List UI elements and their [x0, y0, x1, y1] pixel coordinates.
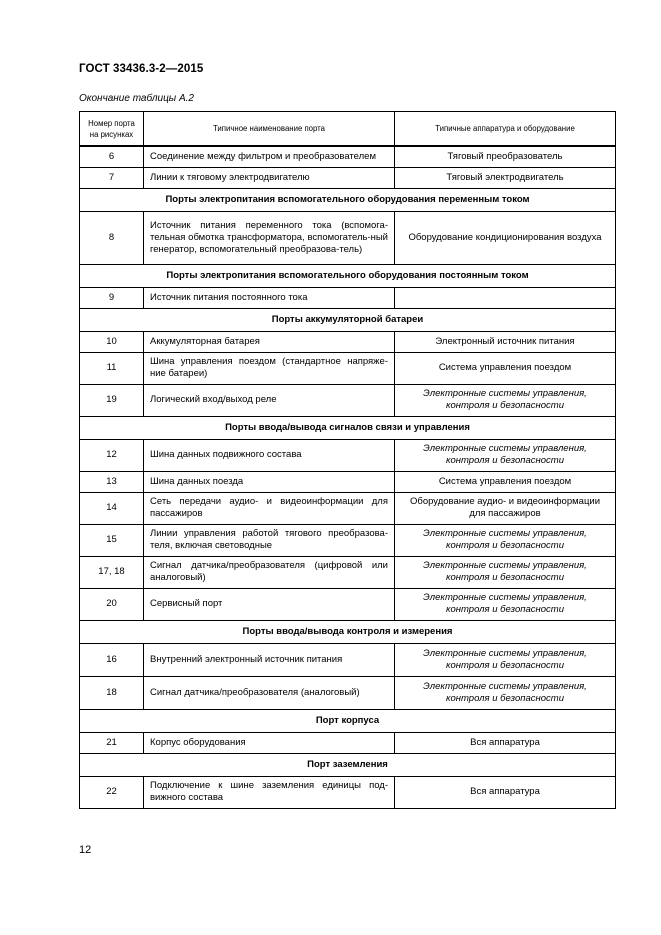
port-number-cell: 14	[80, 492, 144, 524]
table-row	[80, 211, 616, 264]
section-title: Порты электропитания вспомогательного оборудования переменным током	[80, 188, 616, 211]
port-name-cell: Логический вход/выход реле	[144, 384, 395, 416]
port-number-cell: 17, 18	[80, 556, 144, 588]
table-row	[80, 732, 616, 753]
port-number-cell: 7	[80, 167, 144, 188]
section-title: Порты электропитания вспомогательного оборудования постоянным током	[80, 264, 616, 287]
ports-table	[79, 111, 616, 809]
equipment-cell	[395, 287, 616, 308]
table-section-row	[80, 188, 616, 211]
column-header-port-number: Номер порта на рисунках	[80, 112, 144, 147]
page-number: 12	[79, 844, 92, 856]
equipment-cell: Электронный источник питания	[395, 331, 616, 352]
equipment-cell: Электронные системы управления, контроля и безопасности	[395, 676, 616, 709]
table-section-row	[80, 416, 616, 439]
equipment-cell: Электронные системы управления, контроля и безопасности	[395, 588, 616, 620]
port-number-cell: 21	[80, 732, 144, 753]
table-header-row	[80, 112, 616, 147]
equipment-cell: Тяговый электродвигатель	[395, 167, 616, 188]
equipment-cell: Оборудование кондиционирования воздуха	[395, 211, 616, 264]
port-number-cell: 13	[80, 471, 144, 492]
table-row	[80, 384, 616, 416]
equipment-cell: Электронные системы управления, контроля и безопасности	[395, 524, 616, 556]
port-number-cell: 9	[80, 287, 144, 308]
table-row	[80, 471, 616, 492]
port-name-cell: Сервисный порт	[144, 588, 395, 620]
port-number-cell: 15	[80, 524, 144, 556]
equipment-cell: Оборудование аудио- и видеоинформации для пассажиров	[395, 492, 616, 524]
port-number-cell: 20	[80, 588, 144, 620]
port-name-cell: Сеть передачи аудио- и видеоинформации для пассажиров	[144, 492, 395, 524]
table-section-row	[80, 753, 616, 776]
table-row	[80, 352, 616, 384]
table-row	[80, 167, 616, 188]
equipment-cell: Вся аппаратура	[395, 732, 616, 753]
port-name-cell: Сигнал датчика/преобразователя (цифровой или аналоговый)	[144, 556, 395, 588]
table-row	[80, 643, 616, 676]
section-title: Порты аккумуляторной батареи	[80, 308, 616, 331]
port-name-cell: Источник питания постоянного тока	[144, 287, 395, 308]
equipment-cell: Система управления поездом	[395, 471, 616, 492]
column-header-equipment: Типичные аппаратура и оборудование	[395, 112, 616, 147]
table-row	[80, 676, 616, 709]
port-number-cell: 8	[80, 211, 144, 264]
table-row	[80, 776, 616, 808]
port-name-cell: Линии к тяговому электродвигателю	[144, 167, 395, 188]
port-name-cell: Источник питания переменного тока (вспомога-тельная обмотка трансформатора, вспомогатель-ный генератор, вспомогательный преобразова-тель)	[144, 211, 395, 264]
port-number-cell: 18	[80, 676, 144, 709]
table-section-row	[80, 264, 616, 287]
port-number-cell: 11	[80, 352, 144, 384]
port-name-cell: Шина данных подвижного состава	[144, 439, 395, 471]
port-name-cell: Аккумуляторная батарея	[144, 331, 395, 352]
document-title: ГОСТ 33436.3-2—2015	[79, 63, 204, 75]
table-row	[80, 556, 616, 588]
port-number-cell: 6	[80, 146, 144, 167]
equipment-cell: Электронные системы управления, контроля и безопасности	[395, 556, 616, 588]
port-name-cell: Корпус оборудования	[144, 732, 395, 753]
table-row	[80, 524, 616, 556]
equipment-cell: Электронные системы управления, контроля и безопасности	[395, 439, 616, 471]
table-row	[80, 331, 616, 352]
port-name-cell: Шина данных поезда	[144, 471, 395, 492]
section-title: Порт заземления	[80, 753, 616, 776]
port-number-cell: 12	[80, 439, 144, 471]
table-row	[80, 439, 616, 471]
port-number-cell: 19	[80, 384, 144, 416]
port-name-cell: Шина управления поездом (стандартное напряже-ние батареи)	[144, 352, 395, 384]
table-section-row	[80, 709, 616, 732]
table-caption: Окончание таблицы А.2	[79, 93, 194, 104]
column-header-port-name: Типичное наименование порта	[144, 112, 395, 147]
equipment-cell: Система управления поездом	[395, 352, 616, 384]
table-body	[80, 146, 616, 808]
table-row	[80, 146, 616, 167]
table-section-row	[80, 308, 616, 331]
port-name-cell: Соединение между фильтром и преобразователем	[144, 146, 395, 167]
table-row	[80, 492, 616, 524]
equipment-cell: Тяговый преобразователь	[395, 146, 616, 167]
port-name-cell: Внутренний электронный источник питания	[144, 643, 395, 676]
section-title: Порты ввода/вывода сигналов связи и управления	[80, 416, 616, 439]
table-row	[80, 287, 616, 308]
equipment-cell: Вся аппаратура	[395, 776, 616, 808]
port-number-cell: 16	[80, 643, 144, 676]
port-number-cell: 10	[80, 331, 144, 352]
section-title: Порты ввода/вывода контроля и измерения	[80, 620, 616, 643]
port-name-cell: Подключение к шине заземления единицы под-вижного состава	[144, 776, 395, 808]
equipment-cell: Электронные системы управления, контроля и безопасности	[395, 384, 616, 416]
table-section-row	[80, 620, 616, 643]
equipment-cell: Электронные системы управления, контроля и безопасности	[395, 643, 616, 676]
port-number-cell: 22	[80, 776, 144, 808]
port-name-cell: Линии управления работой тягового преобразова-теля, включая световодные	[144, 524, 395, 556]
port-name-cell: Сигнал датчика/преобразователя (аналоговый)	[144, 676, 395, 709]
section-title: Порт корпуса	[80, 709, 616, 732]
table-row	[80, 588, 616, 620]
